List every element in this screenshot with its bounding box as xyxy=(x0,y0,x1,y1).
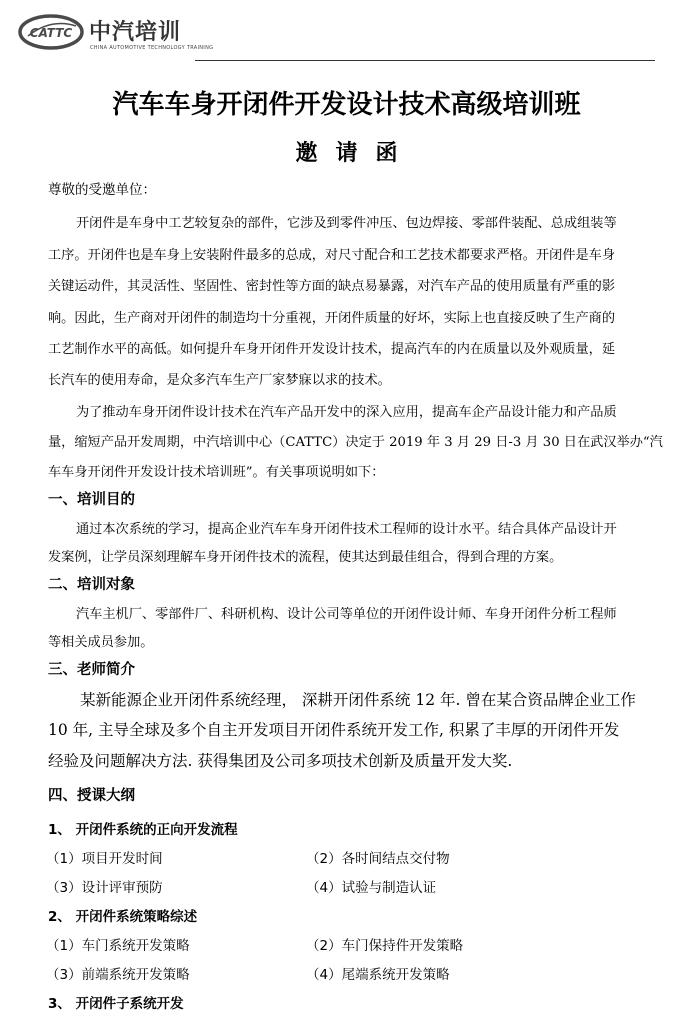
intro-p2-line: 车车身开闭件开发设计技术培训班”。有关事项说明如下： xyxy=(48,465,385,480)
document-subtitle: 邀请函 xyxy=(295,141,416,166)
outline-item: （3）前端系统开发策略 xyxy=(46,967,190,983)
intro-p2-line: 为了推动车身开闭件设计技术在汽车产品开发中的深入应用，提高车企产品设计能力和产品质 xyxy=(76,405,617,420)
intro-p1-line: 长汽车的使用寿命，是众多汽车生产厂家梦寐以求的技术。 xyxy=(48,373,391,388)
logo-text: CATTC xyxy=(29,26,73,40)
outline-item: （4）试验与制造认证 xyxy=(306,880,437,896)
section-heading-purpose: 一、培训目的 xyxy=(48,492,135,508)
teacher-bio-line: 某新能源企业开闭件系统经理， 深耕开闭件系统 12 年. 曾在某合资品牌企业工作 xyxy=(80,691,636,709)
intro-p1-line: 工艺制作水平的高低。如何提升车身开闭件开发设计技术，提高汽车的内在质量以及外观质量，延 xyxy=(48,342,616,357)
intro-p2-line: 量，缩短产品开发周期，中汽培训中心（CATTC）决定于 2019 年 3 月 29 日-3 月 30 日在武汉举办“汽 xyxy=(48,435,663,450)
section-audience-line: 汽车主机厂、零部件厂、科研机构、设计公司等单位的开闭件设计师、车身开闭件分析工程师 xyxy=(76,607,617,622)
outline-item: （3）设计评审预防 xyxy=(46,880,163,896)
section-heading-outline: 四、授课大纲 xyxy=(48,788,135,804)
outline-item: （1）车门系统开发策略 xyxy=(46,938,190,954)
intro-p1-line: 响。因此，生产商对开闭件的制造均十分重视，开闭件质量的好坏，实际上也直接反映了生产商的 xyxy=(48,311,616,326)
section-purpose-line: 通过本次系统的学习，提高企业汽车车身开闭件技术工程师的设计水平。结合具体产品设计开 xyxy=(76,522,617,537)
outline-item: （2）各时间结点交付物 xyxy=(306,851,450,867)
header xyxy=(0,0,693,64)
outline-module-title: 1、 开闭件系统的正向开发流程 xyxy=(48,822,238,838)
header-divider xyxy=(195,60,655,61)
outline-item: （1）项目开发时间 xyxy=(46,851,163,867)
section-audience-line: 等相关成员参加。 xyxy=(48,635,154,650)
outline-module-title: 3、 开闭件子系统开发 xyxy=(48,996,184,1012)
intro-p1-line: 开闭件是车身中工艺较复杂的部件，它涉及到零件冲压、包边焊接、零部件装配、总成组装等 xyxy=(76,216,617,231)
outline-item: （4）尾端系统开发策略 xyxy=(306,967,450,983)
teacher-bio-line: 10 年, 主导全球及多个自主开发项目开闭件系统开发工作, 积累了丰厚的开闭件开发 xyxy=(48,721,620,739)
section-purpose-line: 发案例，让学员深刻理解车身开闭件技术的流程，使其达到最佳组合，得到合理的方案。 xyxy=(48,550,563,565)
outline-module-title: 2、 开闭件系统策略综述 xyxy=(48,909,198,925)
cattc-logo xyxy=(18,14,84,50)
document-title: 汽车车身开闭件开发设计技术高级培训班 xyxy=(112,90,581,120)
teacher-bio-line: 经验及问题解决方法. 获得集团及公司多项技术创新及质量开发大奖. xyxy=(48,752,513,770)
intro-p1-line: 关键运动件，其灵活性、坚固性、密封性等方面的缺点易暴露，对汽车产品的使用质量有严重的影 xyxy=(48,279,616,294)
section-heading-teacher: 三、老师简介 xyxy=(48,662,135,678)
intro-p1-line: 工序。开闭件也是车身上安装附件最多的总成，对尺寸配合和工艺技术都要求严格。开闭件是车身 xyxy=(48,248,616,263)
outline-item: （2）车门保持件开发策略 xyxy=(306,938,464,954)
section-heading-audience: 二、培训对象 xyxy=(48,577,135,593)
brand-subtitle: CHINA AUTOMOTIVE TECHNOLOGY TRAINING xyxy=(90,45,214,51)
brand-name: 中汽培训 xyxy=(89,20,182,45)
greeting: 尊敬的受邀单位： xyxy=(48,182,156,198)
